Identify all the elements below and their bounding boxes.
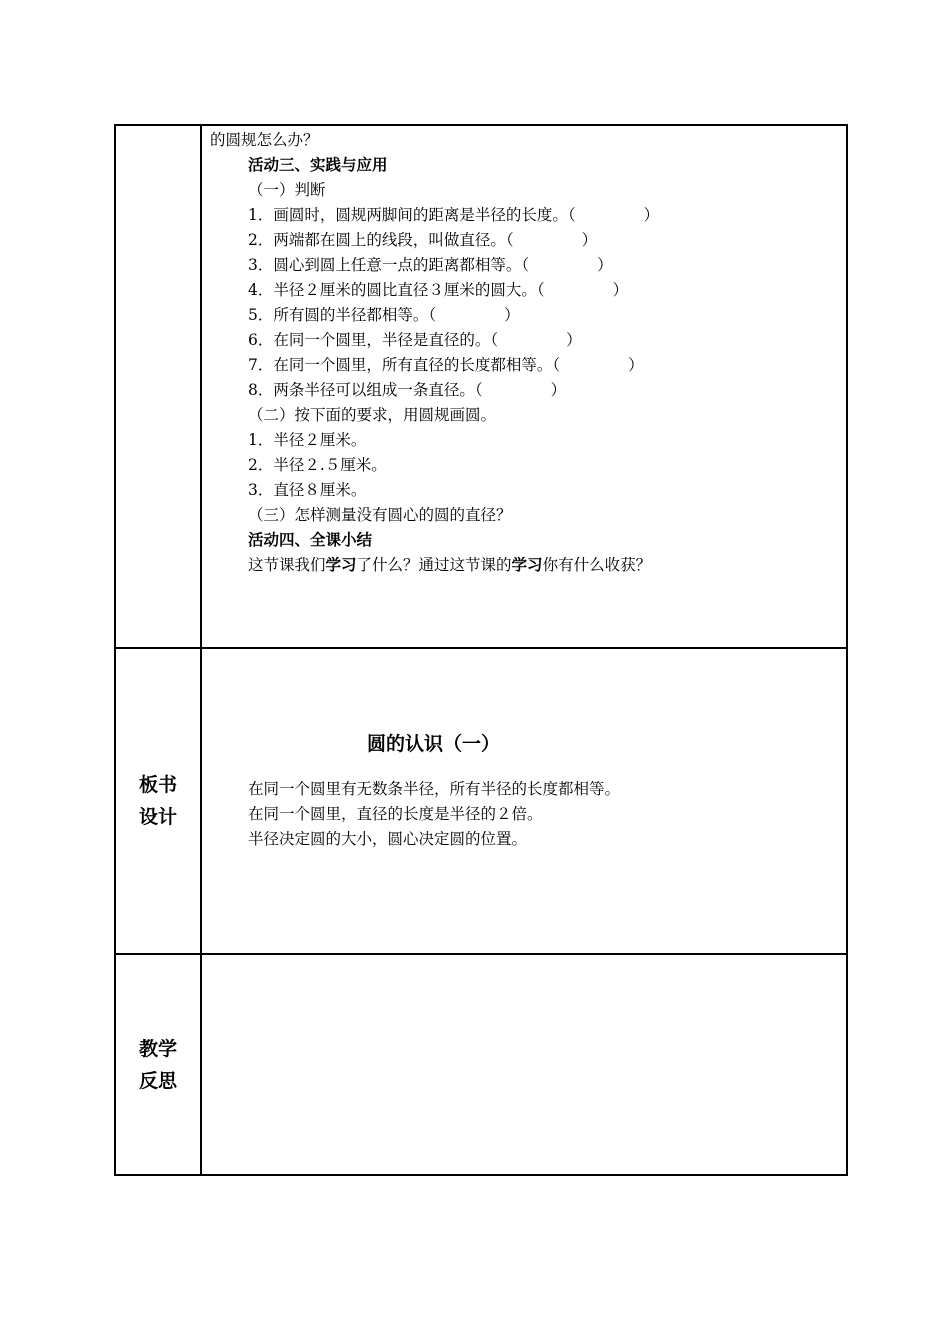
draw-item: 2．半径２.５厘米。 — [248, 456, 387, 474]
lesson-plan-table — [114, 124, 848, 1176]
activity3-title: 活动三、实践与应用 — [248, 156, 388, 174]
teaching-process-row — [115, 125, 847, 648]
measure-heading: （三）怎样测量没有圆心的圆的直径？ — [248, 506, 512, 524]
draw-item: 1．半径２厘米。 — [248, 431, 367, 449]
board-title: 圆的认识（一） — [367, 733, 501, 755]
draw-item: 3．直径８厘米。 — [248, 481, 367, 499]
continuation-text: 的圆规怎么办？ — [210, 131, 319, 149]
empty-label-cell — [115, 125, 201, 648]
judge-item: 1．画圆时，圆规两脚间的距离是半径的长度。（ ） — [248, 206, 660, 224]
board-line: 半径决定圆的大小，圆心决定圆的位置。 — [248, 830, 528, 848]
board-line: 在同一个圆里有无数条半径，所有半径的长度都相等。 — [248, 780, 621, 798]
summary-text: 这节课我们学习了什么？通过这节课的学习你有什么收获？ — [248, 556, 652, 574]
judge-item: 2．两端都在圆上的线段，叫做直径。（ ） — [248, 231, 598, 249]
activity4-title: 活动四、全课小结 — [248, 531, 373, 549]
board-design-label: 板书 设计 — [115, 648, 201, 954]
judge-item: 4．半径２厘米的圆比直径３厘米的圆大。（ ） — [248, 281, 629, 299]
judge-heading: （一）判断 — [248, 181, 326, 199]
reflection-label: 教学 反思 — [115, 954, 201, 1175]
judge-item: 3．圆心到圆上任意一点的距离都相等。（ ） — [248, 256, 613, 274]
judge-item: 7．在同一个圆里，所有直径的长度都相等。（ ） — [248, 356, 644, 374]
board-design-row — [115, 648, 847, 954]
judge-item: 5．所有圆的半径都相等。（ ） — [248, 306, 520, 324]
board-line: 在同一个圆里，直径的长度是半径的２倍。 — [248, 805, 543, 823]
board-design-cell — [201, 648, 847, 954]
judge-item: 6．在同一个圆里，半径是直径的。（ ） — [248, 331, 582, 349]
reflection-row — [115, 954, 847, 1175]
draw-heading: （二）按下面的要求，用圆规画圆。 — [248, 406, 497, 424]
teaching-process-cell — [201, 125, 847, 648]
judge-item: 8．两条半径可以组成一条直径。（ ） — [248, 381, 567, 399]
reflection-cell — [201, 954, 847, 1175]
